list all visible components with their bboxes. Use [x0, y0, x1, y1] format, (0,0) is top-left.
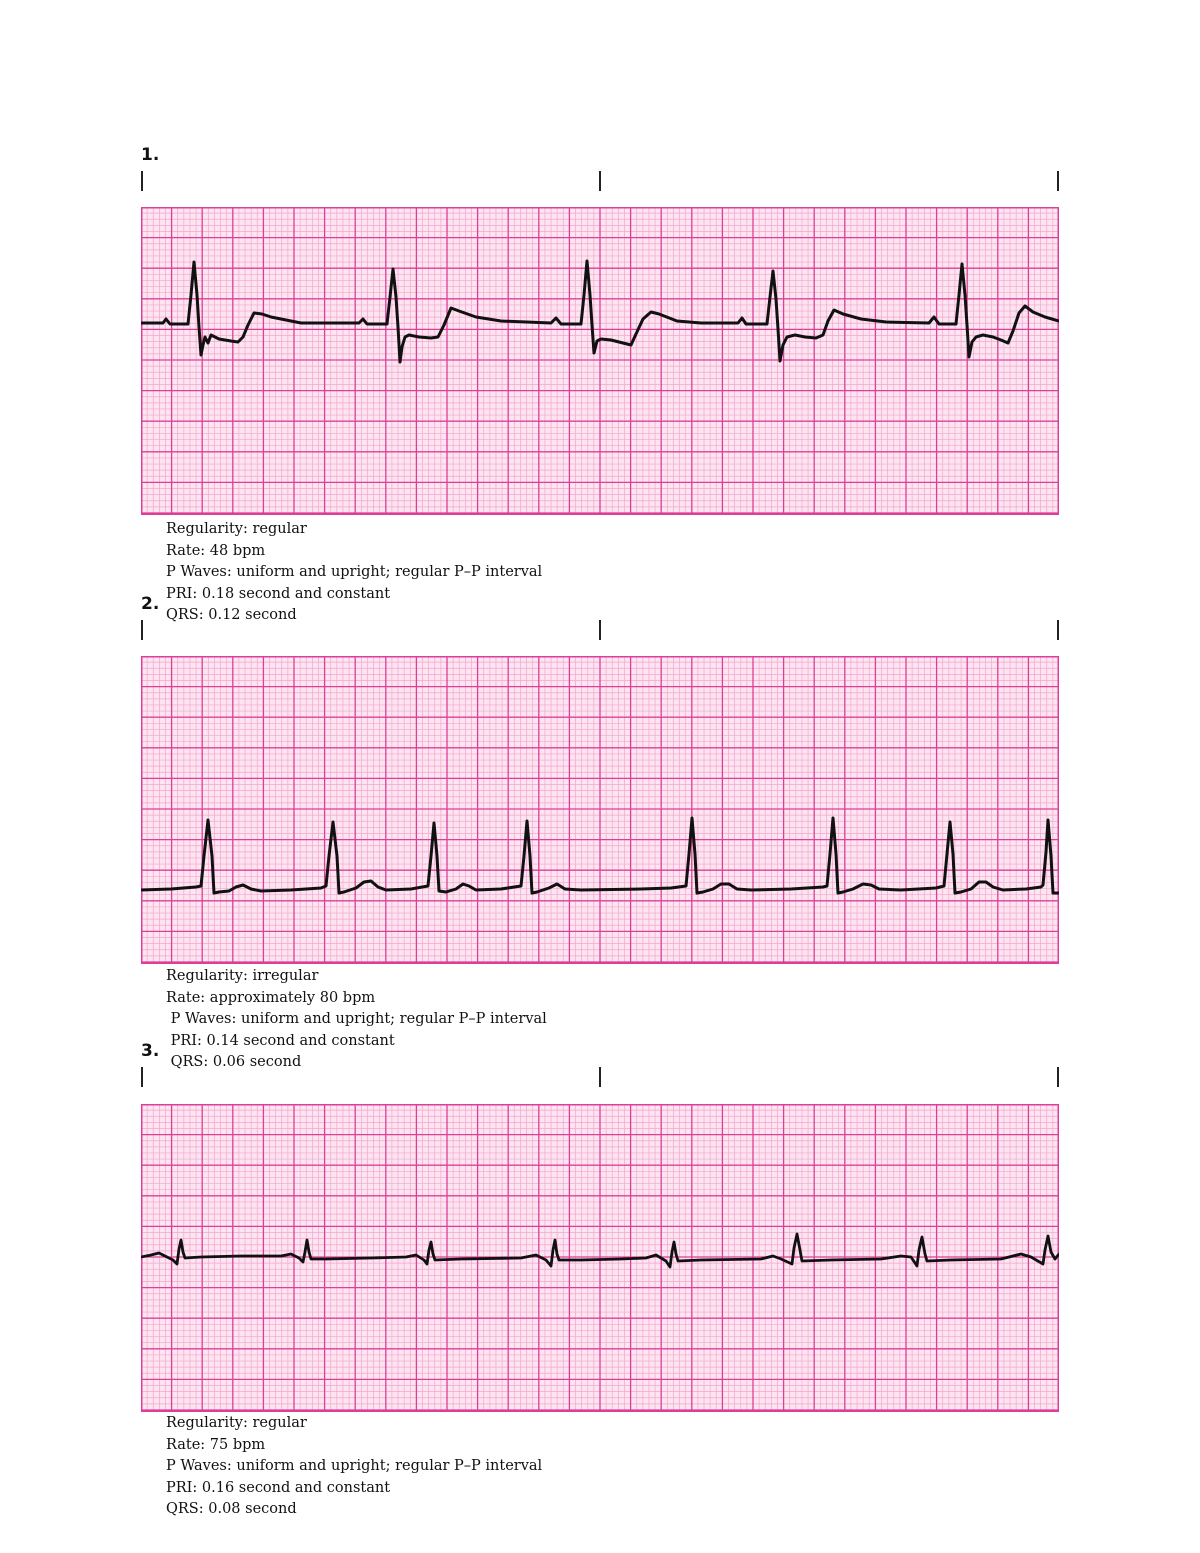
regularity-text: Regularity: regular	[166, 521, 307, 537]
strip-number: 1.	[141, 145, 160, 165]
strip-2-findings	[166, 966, 547, 1074]
strip-1-findings	[166, 519, 542, 627]
rate-text: Rate: 48 bpm	[166, 542, 266, 559]
time-marker	[1057, 171, 1059, 191]
strip-number: 3.	[141, 1041, 160, 1061]
rate-text: Rate: approximately 80 bpm	[166, 989, 376, 1006]
time-marker	[599, 1067, 601, 1087]
time-marker	[599, 620, 601, 640]
regularity-text: Regularity: regular	[166, 1415, 307, 1431]
pri-text: PRI: 0.16 second and constant	[166, 1479, 391, 1496]
ecg-strip-3	[141, 1104, 1059, 1412]
qrs-text: QRS: 0.06 second	[166, 1054, 302, 1070]
time-marker	[141, 1067, 143, 1087]
time-marker	[141, 171, 143, 191]
strip-number: 2.	[141, 594, 160, 614]
pri-text: PRI: 0.14 second and constant	[166, 1032, 395, 1049]
time-marker	[1057, 620, 1059, 640]
p-waves-text: P Waves: uniform and upright; regular P–P interval	[166, 1458, 543, 1474]
strip-3-findings	[166, 1413, 542, 1521]
rate-text: Rate: 75 bpm	[166, 1436, 266, 1453]
time-marker	[599, 171, 601, 191]
regularity-text: Regularity: irregular	[166, 968, 319, 984]
time-marker	[1057, 1067, 1059, 1087]
time-marker	[141, 620, 143, 640]
qrs-text: QRS: 0.08 second	[166, 1501, 297, 1517]
ecg-strip-2	[141, 656, 1059, 964]
qrs-text: QRS: 0.12 second	[166, 607, 297, 623]
pri-text: PRI: 0.18 second and constant	[166, 585, 391, 602]
ecg-strip-1	[141, 207, 1059, 515]
p-waves-text: P Waves: uniform and upright; regular P–P interval	[166, 1011, 547, 1027]
p-waves-text: P Waves: uniform and upright; regular P–P interval	[166, 564, 543, 580]
